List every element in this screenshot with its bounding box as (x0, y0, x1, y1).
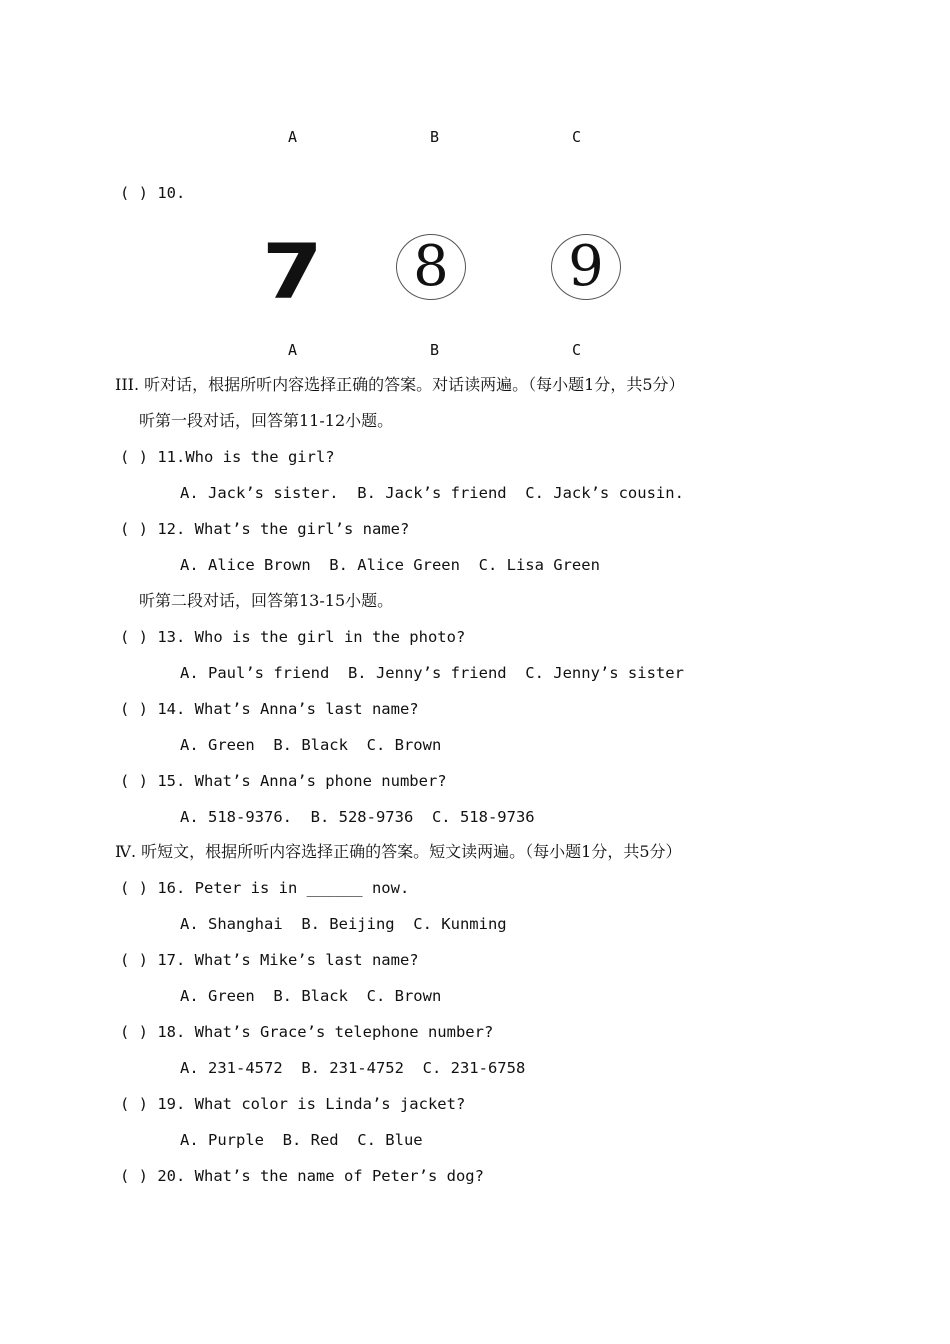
question-11-options: A. Jack’s sister. B. Jack’s friend C. Jack’s cousin. (180, 484, 684, 502)
option-label-b: B (430, 128, 440, 146)
question-11: ( ) 11.Who is the girl? (120, 448, 335, 466)
section-4-header: Ⅳ. 听短文，根据所听内容选择正确的答案。短文读两遍。（每小题1分，共5分） (115, 842, 682, 861)
question-16: ( ) 16. Peter is in ______ now. (120, 879, 410, 897)
question-17-options: A. Green B. Black C. Brown (180, 987, 442, 1005)
question-15: ( ) 15. What’s Anna’s phone number? (120, 772, 447, 790)
question-13: ( ) 13. Who is the girl in the photo? (120, 628, 466, 646)
q10-option-a: A (288, 341, 298, 359)
question-18: ( ) 18. What’s Grace’s telephone number? (120, 1023, 494, 1041)
q10-option-b: B (430, 341, 440, 359)
q10-option-c: C (572, 341, 582, 359)
question-14: ( ) 14. What’s Anna’s last name? (120, 700, 419, 718)
option-label-a: A (288, 128, 298, 146)
circled-digit-8: 8 (413, 234, 449, 299)
question-17: ( ) 17. What’s Mike’s last name? (120, 951, 419, 969)
image-circled-8 (396, 234, 466, 300)
circled-digit-9: 9 (568, 234, 604, 299)
question-19: ( ) 19. What color is Linda’s jacket? (120, 1095, 466, 1113)
question-20: ( ) 20. What’s the name of Peter’s dog? (120, 1167, 484, 1185)
image-circled-9 (551, 234, 621, 300)
question-10: ( ) 10. (120, 184, 186, 202)
question-15-options: A. 518-9376. B. 528-9736 C. 518-9736 (180, 808, 535, 826)
question-18-options: A. 231-4572 B. 231-4752 C. 231-6758 (180, 1059, 526, 1077)
section-3-header: III. 听对话，根据所听内容选择正确的答案。对话读两遍。（每小题1分，共5分） (115, 375, 685, 394)
option-label-c: C (572, 128, 582, 146)
question-19-options: A. Purple B. Red C. Blue (180, 1131, 423, 1149)
question-12-options: A. Alice Brown B. Alice Green C. Lisa Green (180, 556, 600, 574)
question-16-options: A. Shanghai B. Beijing C. Kunming (180, 915, 507, 933)
question-13-options: A. Paul’s friend B. Jenny’s friend C. Jenny’s sister (180, 664, 684, 682)
section-3-part-1: 听第一段对话，回答第11-12小题。 (139, 411, 394, 430)
section-3-part-2: 听第二段对话，回答第13-15小题。 (139, 591, 394, 610)
image-number-7: 7 (262, 227, 323, 316)
question-14-options: A. Green B. Black C. Brown (180, 736, 442, 754)
question-12: ( ) 12. What’s the girl’s name? (120, 520, 410, 538)
